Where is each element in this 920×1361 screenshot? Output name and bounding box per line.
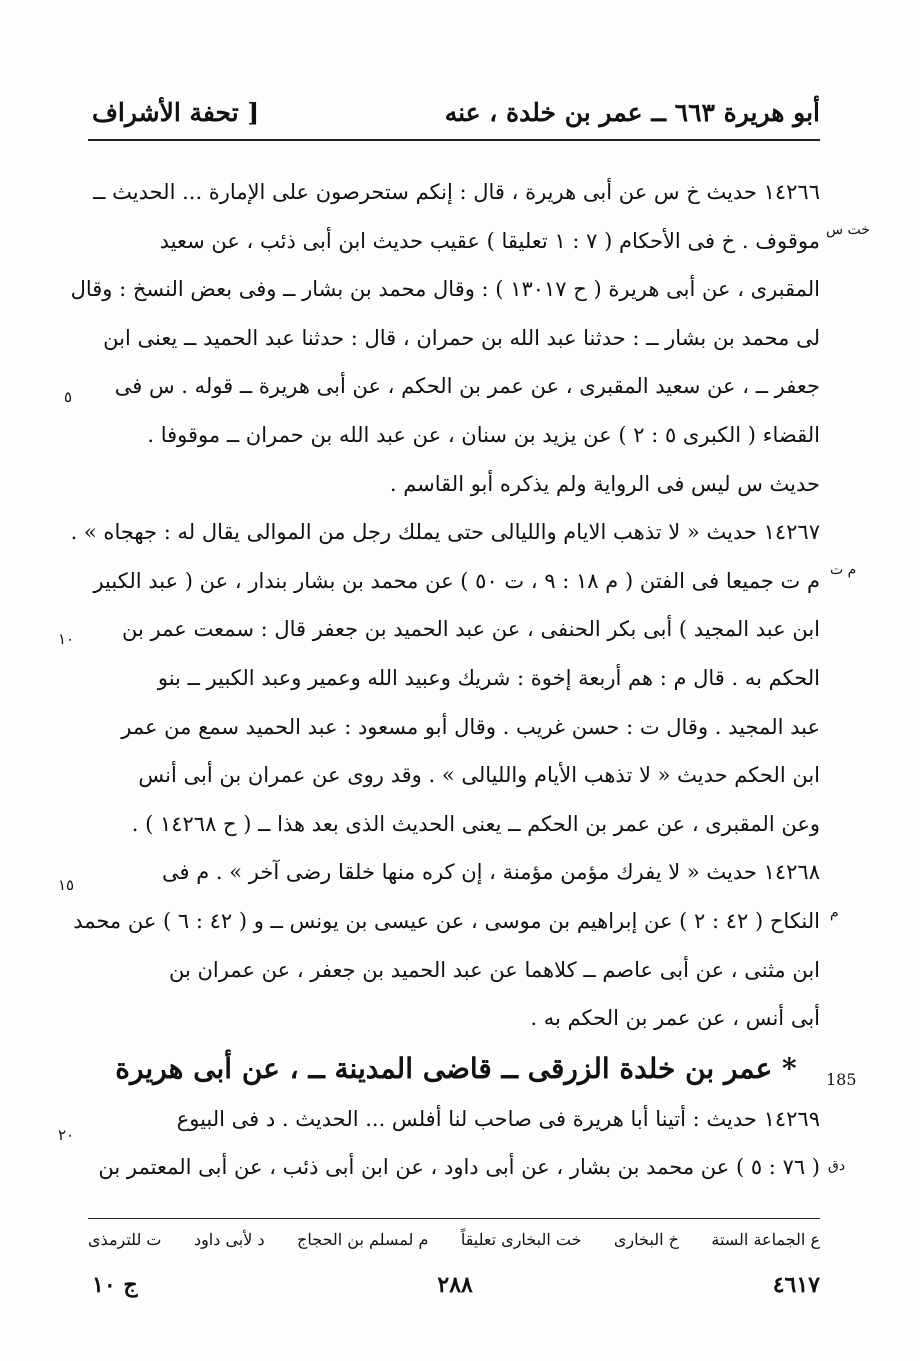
- text-line: ١٤٢٦٦ حديث خ س عن أبى هريرة ، قال : إنكم ستحرصون على الإمارة ... الحديث ــ: [93, 180, 820, 204]
- entry-14266: [70, 168, 820, 508]
- line-number: ١٥: [58, 876, 75, 894]
- footer-item: ع الجماعة الستة: [711, 1230, 820, 1249]
- margin-note: خت س: [826, 222, 870, 238]
- volume-number: ج ١٠: [92, 1272, 138, 1298]
- text-line: النكاح ( ٤٢ : ٢ ) عن إبراهيم بن موسى ، عن عيسى بن يونس ــ و ( ٤٢ : ٦ ) عن محمد: [73, 908, 820, 933]
- entry-range: ٤٦١٧: [772, 1272, 820, 1298]
- entry-14268: [73, 848, 820, 1042]
- line-number: ١٠: [58, 630, 75, 648]
- text-line: ١٤٢٦٨ حديث « لا يفرك مؤمن مؤمنة ، إن كره منها خلقا رضى آخر » . م فى: [161, 860, 820, 885]
- margin-note: م ت: [830, 562, 857, 578]
- footer-rule: [88, 1218, 820, 1219]
- text-line: القضاء ( الكبرى ٥ : ٢ ) عن يزيد بن سنان ، عن عبد الله بن حمران ــ موقوفا .: [147, 422, 820, 447]
- text-line: ابن الحكم حديث « لا تذهب الأيام والليالى » . وقد روى عن عمران بن أبى أنس: [138, 763, 820, 788]
- footer-item: خ البخارى: [613, 1230, 679, 1249]
- footer-item: م لمسلم بن الحجاج: [297, 1230, 429, 1249]
- text-line: المقبرى ، عن أبى هريرة ( ح ١٣٠١٧ ) : وقال محمد بن بشار ــ وفى بعض النسخ : وقال: [70, 277, 820, 302]
- text-line: وعن المقبرى ، عن عمر بن الحكم ــ يعنى الحديث الذى بعد هذا ــ ( ح ١٤٢٦٨ ) .: [131, 811, 820, 836]
- section-heading: * عمر بن خلدة الزرقى ــ قاضى المدينة ــ ، عن أبى هريرة: [115, 1051, 797, 1085]
- footer-item: د لأبى داود: [193, 1230, 265, 1249]
- footer-item: ت للترمذى: [88, 1230, 162, 1249]
- text-line: موقوف . خ فى الأحكام ( ٧ : ١ تعليقا ) عقيب حديث ابن أبى ذئب ، عن سعيد: [159, 228, 820, 253]
- text-line: ١٤٢٦٧ حديث « لا تذهب الايام والليالى حتى يملك رجل من الموالى يقال له : جهجاه » .: [70, 520, 820, 545]
- entry-14269: [92, 1095, 820, 1192]
- text-line: ابن مثنى ، عن أبى عاصم ــ كلاهما عن عبد الحميد بن جعفر ، عن عمران بن: [168, 957, 820, 982]
- page-body: [70, 168, 820, 1192]
- header-right: أبو هريرة ٦٦٣ ــ عمر بن خلدة ، عنه: [444, 97, 820, 127]
- text-line: حديث س ليس فى الرواية ولم يذكره أبو القاسم .: [389, 471, 820, 496]
- text-line: م ت جميعا فى الفتن ( م ١٨ : ٩ ، ت ٥٠ ) عن محمد بن بشار بندار ، عن ( عبد الكبير: [93, 568, 820, 593]
- header-rule: [88, 139, 820, 141]
- text-line: أبى أنس ، عن عمر بن الحكم به .: [530, 1006, 820, 1031]
- margin-note: م: [830, 905, 839, 921]
- text-line: ١٤٢٦٩ حديث : أتينا أبا هريرة فى صاحب لنا أفلس ... الحديث . د فى البيوع: [176, 1106, 820, 1131]
- running-header: [92, 92, 820, 132]
- text-line: ( ٧٦ : ٥ ) عن محمد بن بشار ، عن أبى داود ، عن ابن أبى ذئب ، عن أبى المعتمر بن: [98, 1155, 820, 1180]
- margin-note: دق: [828, 1158, 846, 1174]
- footer-item: خت البخارى تعليقاً: [460, 1230, 582, 1249]
- text-line: الحكم به . قال م : هم أربعة إخوة : شريك وعبيد الله وعمير وعبد الكبير ــ بنو: [157, 665, 820, 690]
- page-footer: [92, 1272, 820, 1298]
- entry-14267: [70, 508, 820, 848]
- line-number: ٢٠: [58, 1126, 75, 1144]
- text-line: لى محمد بن بشار ــ : حدثنا عبد الله بن حمران ، قال : حدثنا عبد الحميد ــ يعنى ابن: [103, 325, 820, 350]
- header-left: [ تحفة الأشراف: [92, 97, 260, 127]
- text-line: ابن عبد المجيد ) أبى بكر الحنفى ، عن عبد الحميد بن جعفر قال : سمعت عمر بن: [122, 617, 820, 642]
- abbreviations-footer: [88, 1230, 820, 1249]
- line-number: ٥: [64, 388, 73, 406]
- text-line: عبد المجيد . وقال ت : حسن غريب . وقال أبو مسعود : عبد الحميد سمع من عمر: [121, 714, 820, 739]
- text-line: جعفر ــ ، عن سعيد المقبرى ، عن عمر بن الحكم ، عن أبى هريرة ــ قوله . س فى: [114, 374, 820, 399]
- page-number: ٢٨٨: [437, 1272, 473, 1298]
- section-marker: 185: [826, 1070, 857, 1089]
